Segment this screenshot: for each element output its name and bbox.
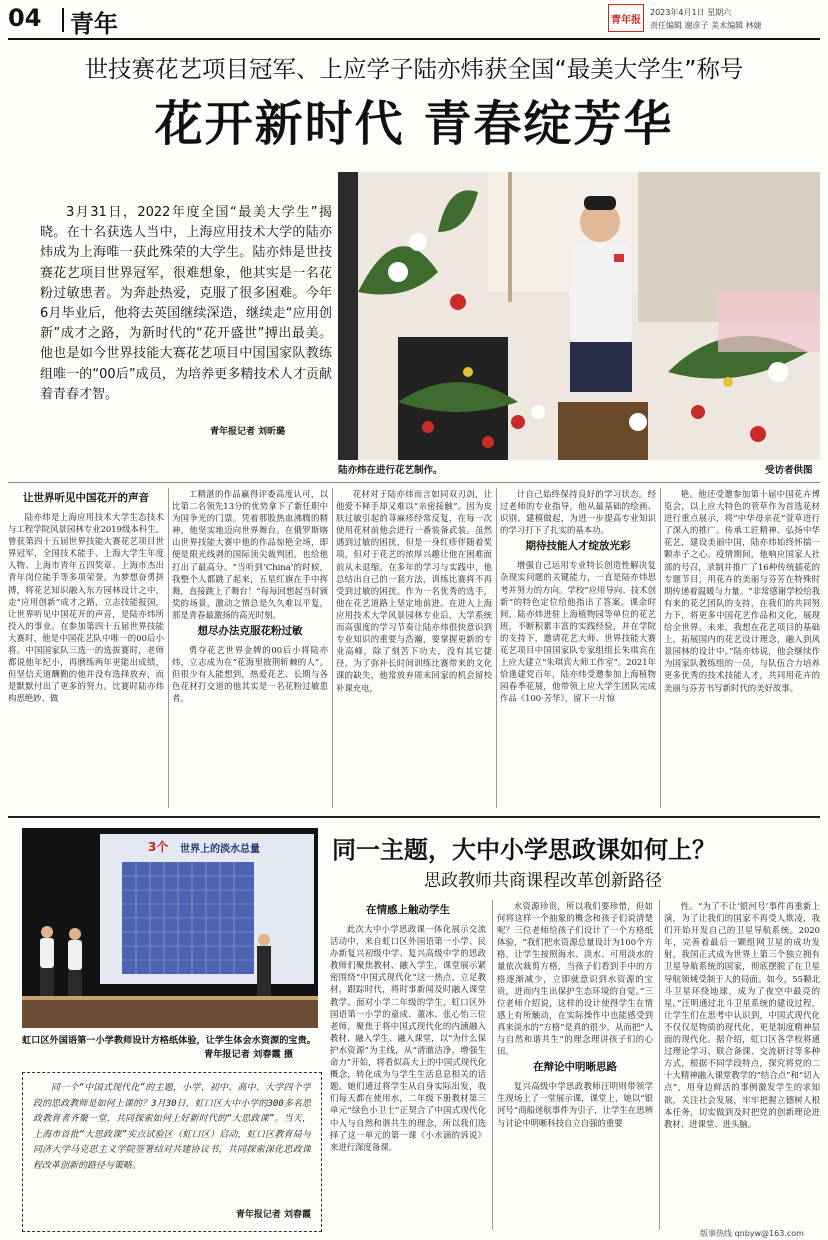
header-date: 2023年4月1日 星期六 [650, 8, 732, 17]
article2-column-1 [330, 900, 486, 1230]
page-number: 04 [8, 4, 42, 32]
header-editors: 责任编辑 谢彦子 美术编辑 林婕 [650, 21, 762, 30]
slide-number: 3个 [148, 840, 169, 854]
article2-col1-text: 此次大中小学思政课一体化展示交流活动中，来自虹口区外国语第一小学、民办新复兴初级中学、复兴高级中学的思政教师们聚焦教材、融入学生，课堂展示紧密围绕“中国式现代化”这一热点，立足教材，跟踪时代，将时事新闻及时融入课堂教学。面对小学二年级的学生，虹口区外国语第一小学的童成、董冰、张心怡三位老师，聚焦于将中国式现代化的内涵融入教材、融入学生、融入课堂，以“为什么保护水资源”为主线，从“清澈洁净，增强生命力”开始，将看似高大上的中国式现代化概念，转化成为与学生生活息息相关的话题。她们通过将学生从自身实际出发，我们每天都在使用水，二年级下册教材第三单元“绿色小卫士”正契合了中国式现代化中人与自然和谐共生的理念，所以我们选择了这一单元的第一课《小水滴的诉说》来进行深度备课。 [330, 924, 486, 1152]
logo-text: 青年报 [611, 14, 641, 26]
col-divider [168, 488, 169, 808]
article1-column-3 [336, 488, 492, 808]
article1-heading-voice: 让世界听见中国花开的声音 [23, 492, 149, 504]
section-name: 青年 [70, 10, 118, 38]
header-divider-bar [62, 8, 64, 32]
article1-column-1 [8, 488, 164, 808]
article2-heading-emotion: 在情感上触动学生 [366, 904, 450, 916]
article-separator [8, 816, 820, 818]
article2-column-3 [664, 900, 820, 1230]
article1-heading-allergy: 想尽办法克服花粉过敏 [197, 625, 303, 638]
classroom-photo-illustration [22, 828, 318, 1028]
article2-lead: 同一个“中国式现代化”的主题，小学、初中、高中、大学四个学段的思政教师是如何上课的？3月30日，虹口区大中小学的300多名思政教育者齐聚一堂，共同探索如何上好新时代的“大思政课”。当天，上海市首批“大思政课”实点试验区（虹口区）启动，虹口区教育局与同济大学马克思主义学院签署结对共建协议书，共同探索深化思政课程改革创新的路径与策略。 [33, 1083, 311, 1171]
article1-photo-rule [8, 482, 820, 483]
col-divider [332, 488, 333, 808]
article1-col4-text2: 增强自己运用专业特长创造性解决复杂现实问题的关键能力，一直是陆亦炜思考并努力的方向。学校“应用导向、技术创新”的特色定位给他指出了答案。课余时间，陆亦炜进驻上海植物园等单位的花艺班，不断积累丰富的实践经验，并在学院的支持下，邀请花艺大师、世界技能大赛花艺项目中国国家队专家组组长朱琪宾在上应大建立“朱琪宾大师工作室”。2021年恰逢建党百年，陆亦炜受邀参加上海植物园春季花展，他带领上应大学生团队完成作品《100·芳华》，留下一片惊 [500, 560, 656, 704]
article1-col5-text: 艳。他还受邀参加第十届中国花卉博览会，以上应大特色的菅草作为首选花材进行重点展示，将“中华母亲花”萱草进行了深入的推广。传承工匠精神、弘扬中华花艺，建设美丽中国，陆亦炜始终怀揣一颗赤子之心。疫情期间，他响应国家人社部的号召，录制并推广了16种传统插花的专题节目，用花卉的美丽与芬芳在特殊时期传递着温暖与力量。“非常感谢学校给我有来的花艺团队的支持，在我们的共同努力下，将更多中国花艺作品和文化，展现给全世界。未来，我想在花艺项目的基础上，拓展国内的花艺设计理念，融入到风景园林的设计中。”陆亦炜说，他会继续作为国家队教练组的一员，与队伍合力培养更多优秀的技术技能人才，共同用花卉的美丽与芬芳书写新时代的美好故事。 [664, 489, 820, 693]
article1-col2-text2: 勇夺花艺世界金牌的00后小将陆亦炜，立志成为在“花海里披荆斩棘的人”。但很少有人能想到，热爱花艺、长期与各色花材打交道的他其实是一名花粉过敏患者。 [172, 645, 328, 704]
article1-column-2 [172, 488, 328, 808]
newspaper-logo [608, 4, 644, 32]
classroom-caption-text: 虹口区外国语第一小学教师设计方格纸体验，让学生体会水资源的宝贵。 [22, 1035, 316, 1046]
col-divider [659, 900, 660, 1230]
article1-column-4 [500, 488, 656, 808]
col-divider [660, 488, 661, 808]
article2-title: 同一主题，大中小学思政课如何上？ [332, 836, 716, 864]
photo-credit: 受访者供图 [765, 465, 813, 476]
classroom-photo [22, 828, 318, 1028]
col-divider [496, 488, 497, 808]
article2-column-2 [497, 900, 653, 1230]
article2-col3-text: 性。“为了不让‘银河号’事件再重新上演，为了让我们的国家不再受人欺凌，我们开始开发自己的卫星导航系统。2020年，完善着最后一颗组网卫星的成功发射，我国正式成为世界上第三个独立拥有卫星导航系统的国家，彻底摆脱了在卫星导航领域受制于人的局面。如今，55颗北斗卫星环绕地球，成为了夜空中最亮的星。”汪明通过北斗卫星系统的建设过程，让学生们在思考中认识到，中国式现代化不仅仅是物质的现代化，更是制度精神层面的现代化。据介绍，虹口区各学校将通过理论学习、联合备课、交流研讨等多种方式，根据不同学段特点，探究将党的二十大精神融入课堂教学的“结合点”和“切入点”，用身边鲜活的事例激发学生的求知欲，关注社会发展，牢牢把握立德树人根本任务，切实做到及时把党的创新理论进教材、进课堂、进头脑。 [664, 901, 820, 1129]
article1-subtitle: 世技赛花艺项目冠军、上应学子陆亦炜获全国“最美大学生”称号 [84, 55, 744, 83]
article2-col2-text: 水资源珍贵，所以我们要珍惜，但如何将这样一个抽象的概念和孩子们说清楚呢？三位老师给孩子们设计了一个方格纸体验，“我们把水资源总量设计为100个方格，让学生按照海水、淡水、可用淡水的量依次裁剪方格，当孩子们看到手中的方格逐渐减少，立即就意识到水资源的宝贵，进而内生出保护生态环境的自觉。”三位老师介绍说，这样的设计使得学生在情感上有所触动，在实际操作中也能感受到真来淡水的“方格”是真的很少，从而把“人与自然和谐共生”的理念理讲孩子们的心田。 [497, 901, 653, 1057]
article1-lead-byline: 青年报记者 刘昕璐 [210, 427, 286, 437]
photo-caption: 陆亦炜在进行花艺制作。 [338, 465, 443, 476]
classroom-photo-caption [22, 1034, 322, 1048]
article1-title: 花开新时代 青春绽芳华 [154, 96, 674, 152]
article2-heading-debate: 在辩论中明晰思路 [533, 1061, 617, 1074]
article1-col1-text: 陆亦炜是上海应用技术大学生态技术与工程学院风景园林专业2019级本科生，曾获第四十五届世界技能大赛花艺项目世界冠军，全国技术能手、上海大学生年度人物、上海市青年五四奖章、上海市杰出青年岗位能手等多项荣誉。为梦想奋勇拼搏，将花艺知识融入东方园林设计之中，走“应用创新”成才之路，立志技能报国，让世界听见中国花开的声音，是陆亦炜所投入的事业。在参加第四十五届世界技能大赛时，他是中国花艺队中唯一的00后小将。中国国家队三选一的选拔赛时，老师都说他年纪小，再磨练两年更能出成绩，但坚信天道酬勤的他并没有选择放弃，而是默默付出了更多的努力。比赛时陆亦炜构思绝妙、做 [8, 512, 164, 704]
classroom-photo-byline: 青年报记者 刘春霞 摄 [200, 1048, 293, 1061]
florist-photo-illustration [338, 172, 820, 460]
article2-col2-text2: 复兴高级中学思政教师汪明则带领学生现场上了一堂展示课，课堂上，她以“银河号”商船迷航事件为引子，让学生在思辨与讨论中明晰科技自立自强的重要 [497, 1081, 653, 1128]
florist-photo [338, 172, 820, 460]
article1-col3-text: 花材对于陆亦炜而言如同双刃剑，让他爱不释手却又难以“亲密接触”。因为皮肤过敏引起的荨麻疹经常反复，在每一次使用花材前他会进行一番装备武装。虽然遇到过敏的困扰，但是一身红疹伴随着奖项，但对于花艺的浓厚兴趣让他在困难面前从未退缩。在多年的学习与实践中，他总结出自己的一套方法，训练比赛将不再受到过敏的困扰。作为一名优秀的选手，他在花艺道路上坚定地前进。在进入上海应用技术大学风景园林专业后，大学系统而高强度的学习节奏让陆亦炜很快意识到专业知识的重要与浩瀚，要掌握更新的专业高峰，除了刻苦下功夫，没有其它捷径。为了弥补长时间训练比赛带来的文化课的缺失，他常放弃周末回家的机会留校补课充电， [336, 489, 492, 693]
article1-lead: 3月31日，2022年度全国“最美大学生”揭晓。在十名获选人当中，上海应用技术大学的陆亦炜成为上海唯一获此殊荣的大学生。陆亦炜是世技赛花艺项目世界冠军，很难想象，他其实是一名花粉过敏患者。为奔赴热爱，克服了很多困难。今年6月毕业后，他将去英国继续深造，继续走“应用创新”成才之路，为新时代的“花开盛世”搏出最美。他也是如今世界技能大赛花艺项目中国国家队教练组唯一的“00后”成员，为培养更多精技术人才贡献着青春才智。 [40, 205, 332, 402]
article1-column-5 [664, 488, 820, 808]
article2-lead-box [22, 1072, 322, 1232]
article2-subtitle: 思政教师共商课程改革创新路径 [424, 871, 662, 891]
article1-col2-text: 工精湛的作品赢得评委高度认可，以比第二名领先13分的优势拿下了新任职中为国争光的门票。凭着那股热血沸腾的精神，他坚实地迈向世界舞台。在俄罗斯喀山世界技能大赛中他的作品惊艳全场，即便是限光线剥的国际顶尖裁判团，也给他打出了最高分。“当听到‘China’的时候，我整个人都跳了起来，五星红旗在手中挥舞，直接跳上了舞台！”每每回想起当时颁奖的场景，激动之情总是久久难以平复，那是青春最激扬的高光时刻。 [172, 489, 328, 620]
article1-col4-text: 计自己始终保持良好的学习状态。经过老师的专业指导，他从最基础的绘画、识别、建模做起，为进一步提高专业知识的学习打下了扎实的基本功。 [500, 489, 656, 536]
col-divider [492, 900, 493, 1230]
slide-title: 世界上的淡水总量 [180, 844, 260, 855]
article1-heading-talent: 期待技能人才绽放光彩 [525, 540, 631, 553]
article2-lead-byline: 青年报记者 刘春霞 [235, 1210, 311, 1220]
footer-email: 版事热线 qnbyw@163.com [700, 1229, 804, 1238]
header-rule [8, 38, 820, 40]
